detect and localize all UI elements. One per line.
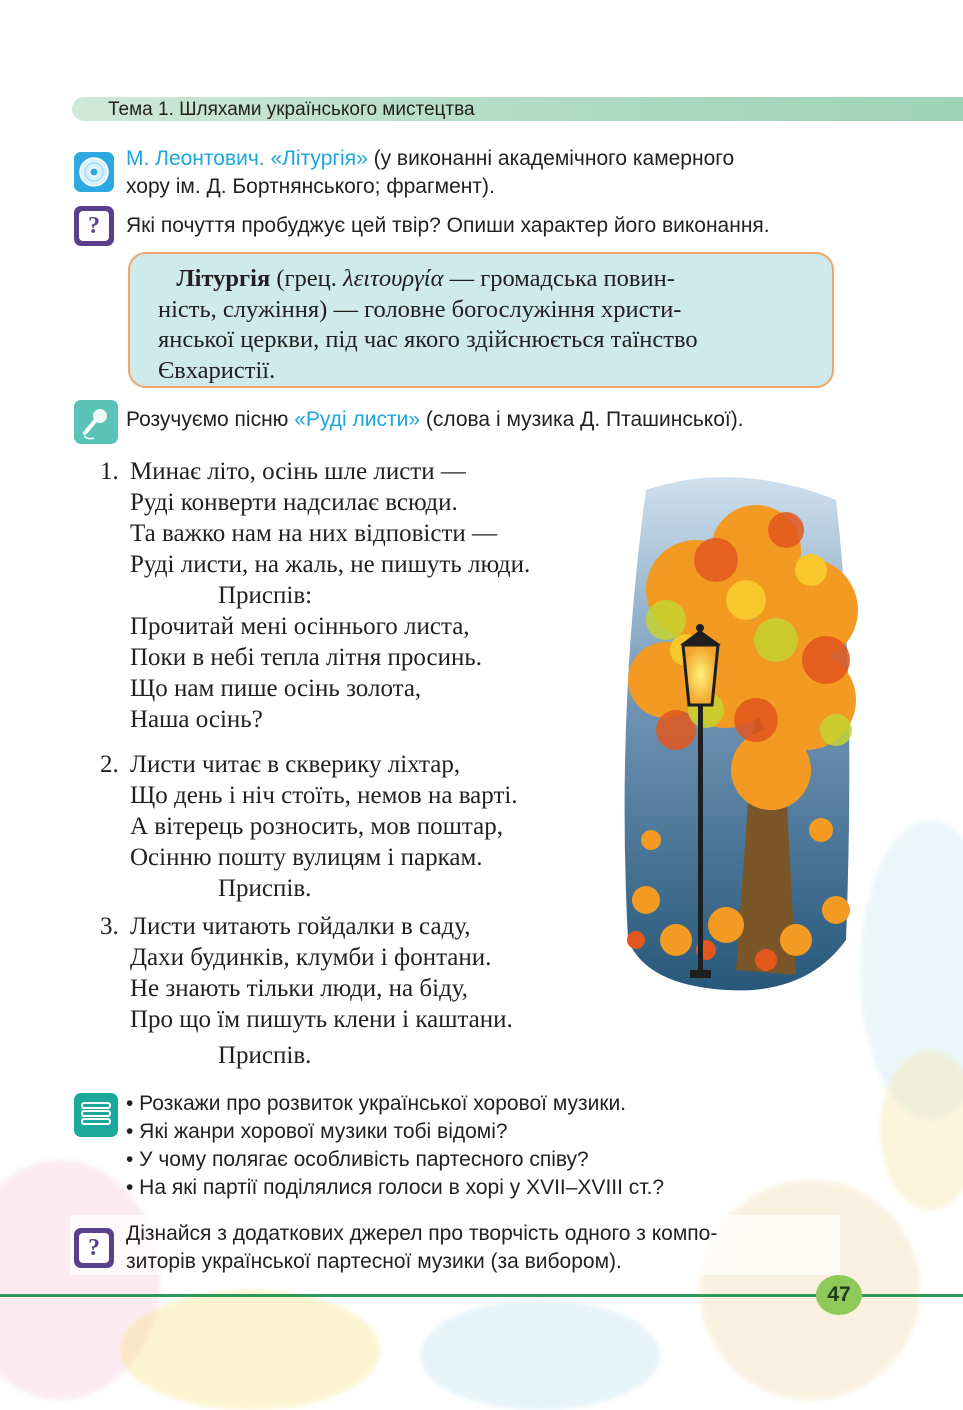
- list-item: • У чому полягає особливість партесного співу?: [126, 1148, 589, 1171]
- lyrics-verse2: 2. Листи читає в скверику ліхтар, Що день і ніч стоїть, немов на варті. А вітерець розносить, мов поштар, Осінню пошту вулицям і паркам. Приспів.: [100, 751, 518, 902]
- paint-splash: [700, 1180, 920, 1400]
- lyrics-verse3: 3. Листи читають гойдалки в саду, Дахи будинків, клумби і фонтани. Не знають тільки люди, на біду, Про що їм пишуть клени і каштани.: [100, 913, 513, 1033]
- page-number: 47: [816, 1275, 862, 1315]
- definition-box: Літургія (грец. λειτουργία — громадська повин- ність, служіння) — головне богослужіння христи- янської церкви, під час якого здійснюється таїнство Євхаристії.: [128, 252, 834, 388]
- list-item: • На які партії поділялися голоси в хорі у XVII–XVIII ст.?: [126, 1176, 665, 1199]
- question1-text: Які почуття пробуджує цей твір? Опиши характер його виконання.: [126, 214, 770, 237]
- refrain: Приспів.: [218, 875, 312, 902]
- list-item: • Розкажи про розвиток української хорової музики.: [126, 1092, 627, 1115]
- listen-text: [126, 145, 846, 201]
- cd-disc-icon: [74, 152, 114, 192]
- listen-rest: (у виконанні академічного камерного: [367, 147, 735, 170]
- microphone-icon: [74, 400, 118, 444]
- listen-link[interactable]: М. Леонтович. «Літургія»: [126, 147, 368, 170]
- listen-line2: хору ім. Д. Бортнянського; фрагмент).: [126, 175, 495, 198]
- question-mark-icon: ?: [74, 1228, 114, 1268]
- chorus-label: Приспів:: [218, 582, 313, 609]
- question2-text: Дізнайся з додаткових джерел про творчість одного з компо- зиторів української партесної музики (за вибором).: [126, 1222, 718, 1273]
- list-item: • Які жанри хорової музики тобі відомі?: [126, 1120, 508, 1143]
- paint-splash: [420, 1300, 660, 1410]
- autumn-tree-illustration: [606, 470, 866, 1000]
- paint-splash: [120, 1290, 380, 1410]
- task-list: [126, 1090, 664, 1202]
- greek-term: λειτουργία: [343, 265, 444, 292]
- topic-title: Тема 1. Шляхами українського мистецтва: [108, 99, 475, 120]
- song-text: Розучуємо пісню «Руді листи» (слова і музика Д. Пташинської).: [126, 408, 744, 431]
- refrain-final: Приспів.: [218, 1042, 312, 1069]
- definition-term: Літургія: [176, 265, 271, 292]
- song-title-link[interactable]: «Руді листи»: [294, 408, 421, 431]
- books-icon: [74, 1093, 118, 1137]
- question-mark-icon: ?: [74, 206, 114, 246]
- lyrics: 1. Минає літо, осінь шле листи — Руді конверти надсилає всюди. Та важко нам на них відповісти — Руді листи, на жаль, не пишуть люди. Приспів: Прочитай мені осіннього листа, Поки в небі тепла літня просинь. Що нам пише осінь золота, Наша осінь?: [100, 458, 531, 733]
